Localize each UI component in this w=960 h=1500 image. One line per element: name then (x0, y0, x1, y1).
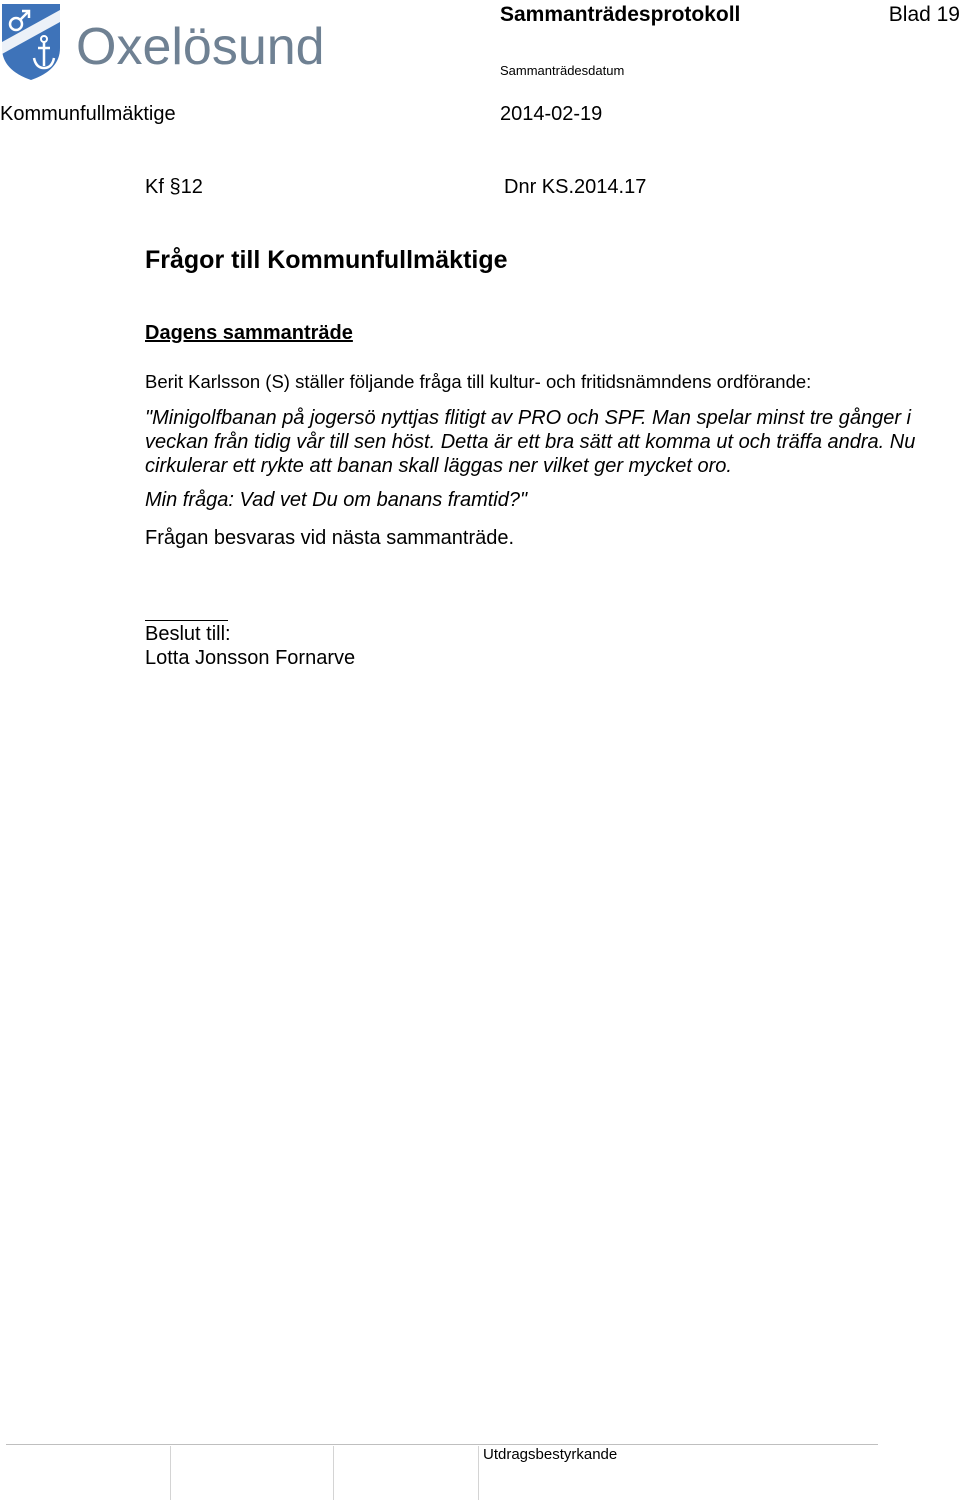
question-followup: Min fråga: Vad vet Du om banans framtid?" (145, 489, 528, 511)
item-title: Frågor till Kommunfullmäktige (145, 246, 508, 274)
registration-number: Dnr KS.2014.17 (504, 176, 647, 198)
meeting-date: 2014-02-19 (500, 103, 603, 125)
footer-signature-cell-divider (170, 1446, 171, 1500)
footer-signature-cell-divider (333, 1446, 334, 1500)
footer-signature-cell-divider (478, 1446, 479, 1500)
oxelosund-coat-of-arms-logo (0, 2, 340, 82)
meeting-date-label: Sammanträdesdatum (500, 63, 625, 78)
document-type: Sammanträdesprotokoll (500, 3, 741, 26)
intro-paragraph: Berit Karlsson (S) ställer följande fråga till kultur- och fritidsnämndens ordförande: (145, 371, 812, 392)
municipality-logo (0, 2, 340, 82)
certification-label: Utdragsbestyrkande (483, 1446, 618, 1463)
section-reference: Kf §12 (145, 176, 203, 198)
question-text: "Minigolfbanan på jogersö nyttjas flitigt av PRO och SPF. Man spelar minst tre gånger i veckan från tidig vår till sen höst. Detta är ett bra sätt att komma ut och träffa andra. Nu cirkulerar ett rykte att banan skall läggas ner vilket ger mycket oro. (145, 407, 916, 477)
decision-recipient-label: Beslut till: (145, 623, 231, 645)
question-quote (145, 406, 945, 512)
divider (145, 620, 228, 621)
logo-wordmark: Oxelösund (76, 18, 325, 76)
page-number: Blad 19 (888, 3, 960, 26)
answer-paragraph: Frågan besvaras vid nästa sammanträde. (145, 527, 515, 549)
governing-body-name: Kommunfullmäktige (0, 103, 176, 125)
footer-divider (6, 1444, 878, 1445)
decision-recipient: Lotta Jonsson Fornarve (145, 647, 356, 669)
section-subheading: Dagens sammanträde (145, 322, 353, 344)
